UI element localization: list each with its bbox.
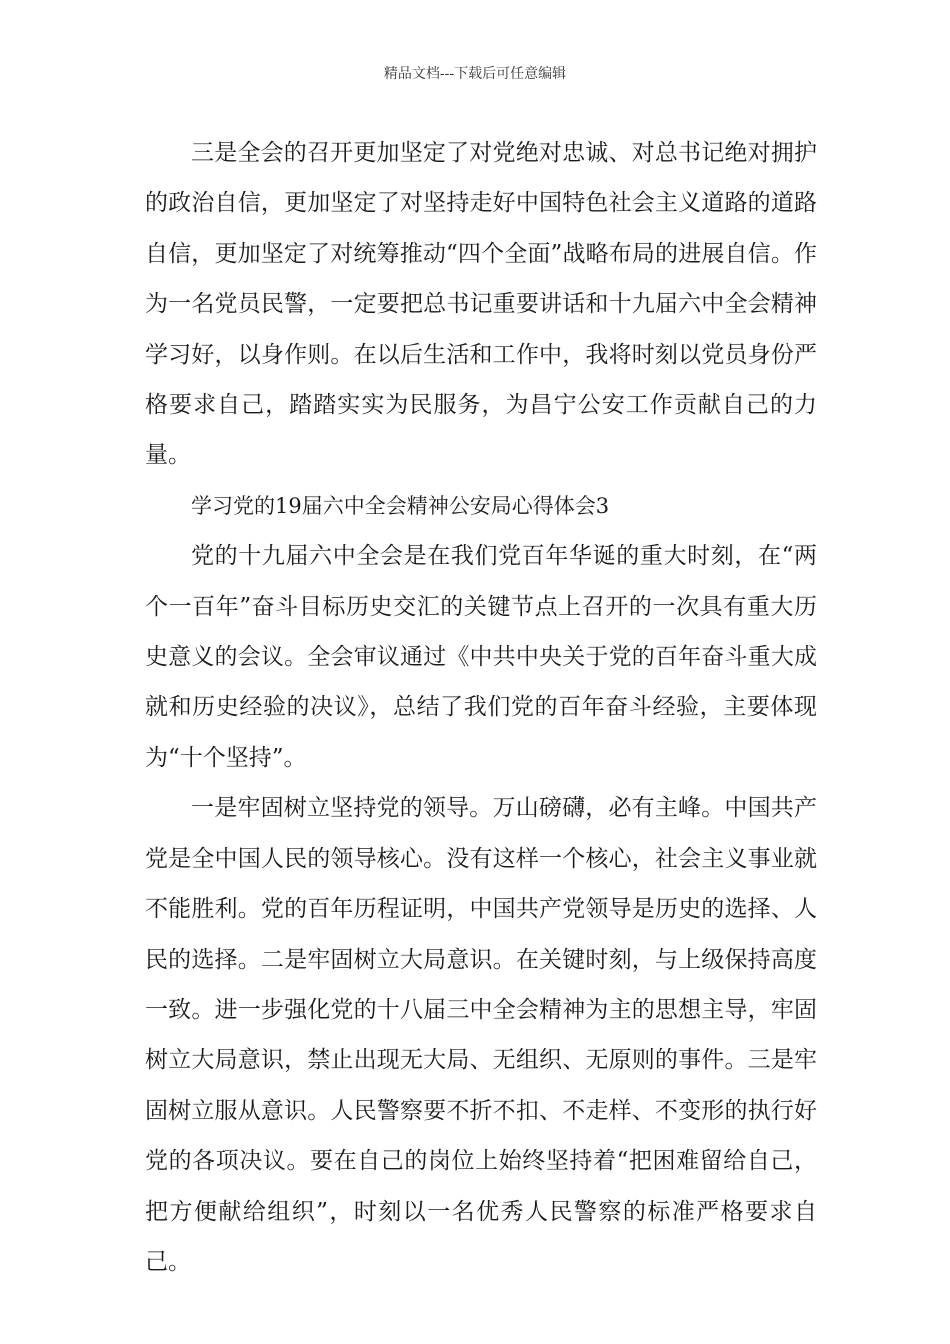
paragraph-2: 党的十九届六中全会是在我们党百年华诞的重大时刻，在“两个一百年”奋斗目标历史交汇的关键节点上召开的一次具有重大历史意义的会议。全会审议通过《中共中央关于党的百年奋斗重大成就和历史经验的决议》，总结了我们党的百年奋斗经验，主要体现为“十个坚持”。 bbox=[145, 543, 817, 771]
page-header: 精品文档---下载后可任意编辑 bbox=[383, 66, 567, 82]
document-body bbox=[145, 128, 817, 1287]
paragraph-1: 三是全会的召开更加坚定了对党绝对忠诚、对总书记绝对拥护的政治自信，更加坚定了对坚持走好中国特色社会主义道路的道路自信，更加坚定了对统筹推动“四个全面”战略布局的进展自信。作为一名党员民警，一定要把总书记重要讲话和十九届六中全会精神学习好，以身作则。在以后生活和工作中，我将时刻以党员身份严格要求自己，踏踏实实为民服务，为昌宁公安工作贡献自己的力量。 bbox=[145, 140, 817, 469]
section-heading: 学习党的19届六中全会精神公安局心得体会3 bbox=[191, 493, 610, 518]
paragraph-3: 一是牢固树立坚持党的领导。万山磅礴，必有主峰。中国共产党是全中国人民的领导核心。没有这样一个核心，社会主义事业就不能胜利。党的百年历程证明，中国共产党领导是历史的选择、人民的选择。二是牢固树立大局意识。在关键时刻，与上级保持高度一致。进一步强化党的十八届三中全会精神为主的思想主导，牢固树立大局意识，禁止出现无大局、无组织、无原则的事件。三是牢固树立服从意识。人民警察要不折不扣、不走样、不变形的执行好党的各项决议。要在自己的岗位上始终坚持着“把困难留给自己，把方便献给组织”，时刻以一名优秀人民警察的标准严格要求自己。 bbox=[145, 795, 817, 1275]
